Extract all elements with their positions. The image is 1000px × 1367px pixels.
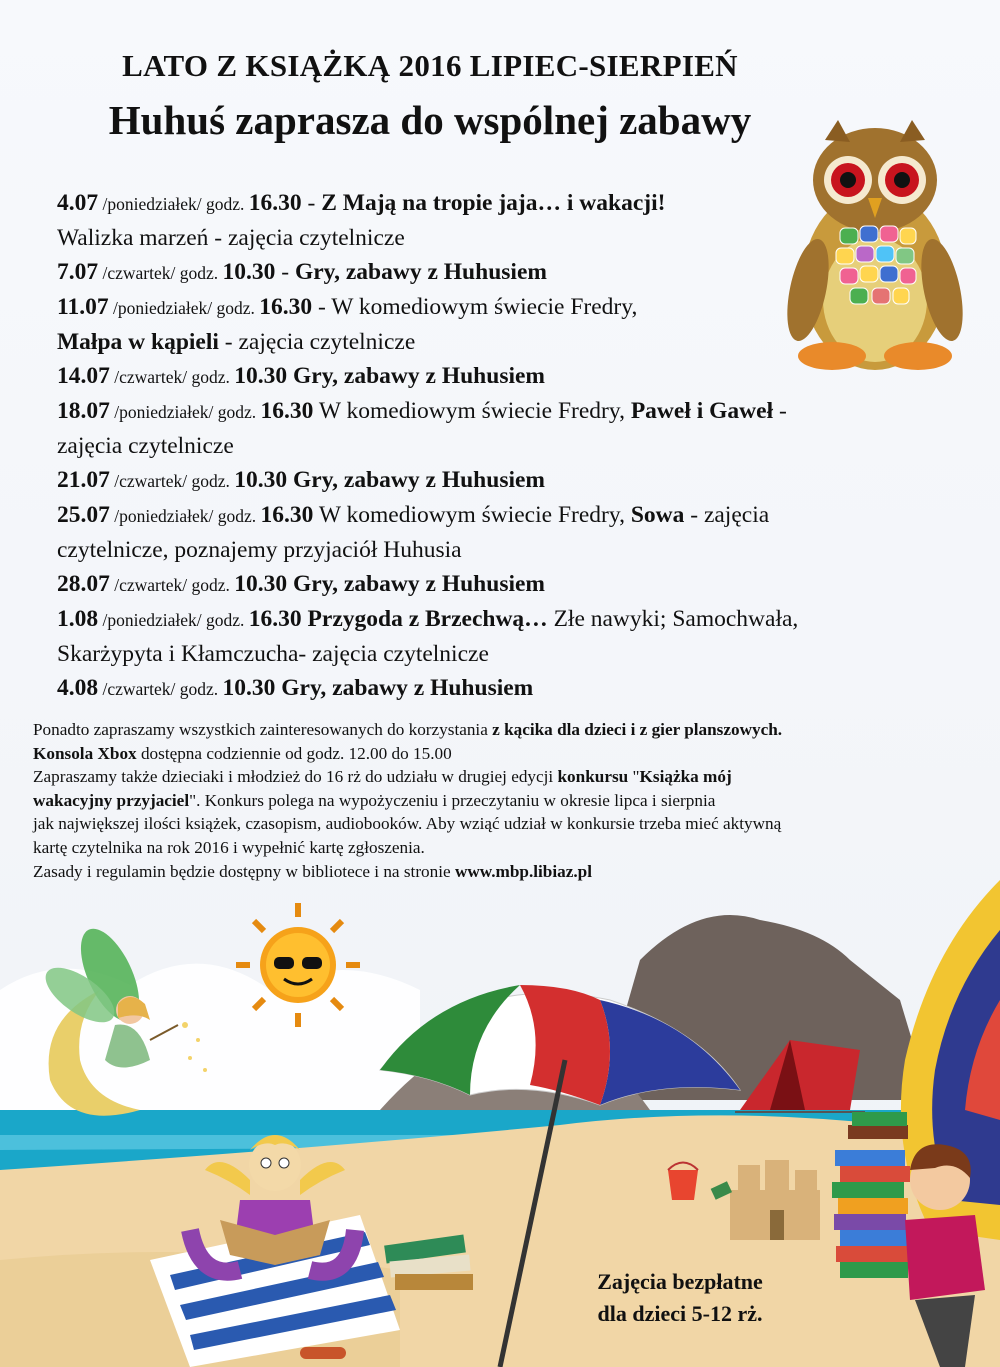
text-segment: - <box>301 190 322 216</box>
text-segment: /czwartek/ godz. <box>109 575 235 595</box>
text-segment: 4.08 <box>57 675 99 701</box>
text-segment: wakacyjny przyjaciel <box>33 790 190 810</box>
text-segment: Małpa w kąpieli <box>57 329 219 355</box>
text-segment: 10.30 <box>222 259 276 285</box>
text-segment: 25.07 <box>57 502 110 528</box>
schedule-list <box>57 186 957 706</box>
text-segment: Zasady i regulamin będzie dostępny w bibliotece i na stronie <box>33 861 455 881</box>
schedule-line <box>57 533 957 567</box>
text-segment: 16.30 <box>260 502 314 528</box>
info-line <box>33 742 983 766</box>
text-segment: czytelnicze, poznajemy przyjaciół Huhusia <box>57 537 462 563</box>
info-line <box>33 860 983 884</box>
text-segment: Walizka marzeń - zajęcia czytelnicze <box>57 225 405 251</box>
text-segment: /czwartek/ godz. <box>98 263 223 283</box>
info-paragraph <box>33 718 983 883</box>
text-segment: Ponadto zapraszamy wszystkich zainteresowanych do korzystania <box>33 720 493 739</box>
poster-subtitle: Huhuś zaprasza do wspólnej zabawy <box>108 97 752 143</box>
text-segment: Skarżypyta i Kłamczucha- zajęcia czytelnicze <box>57 641 489 667</box>
schedule-line <box>57 637 957 671</box>
text-segment: 10.30 Gry, zabawy z Huhusiem <box>234 467 545 493</box>
schedule-line <box>57 498 957 533</box>
text-segment: 18.07 <box>57 398 110 424</box>
text-segment: 4.07 <box>57 190 99 216</box>
text-segment: 10.30 Gry, zabawy z Huhusiem <box>234 363 545 389</box>
text-segment: - W komediowym świecie Fredry, <box>312 294 638 320</box>
text-segment: Paweł i Gaweł <box>630 398 774 424</box>
text-segment: 7.07 <box>57 259 99 285</box>
text-segment: Zapraszamy także dzieciaki i młodzież do 16 rż do udziału w drugiej edycji <box>33 767 558 787</box>
text-segment: 16.30 <box>248 190 302 216</box>
poster-title: LATO Z KSIĄŻKĄ 2016 LIPIEC-SIERPIEŃ <box>122 48 738 83</box>
text-segment: /czwartek/ godz. <box>98 679 223 699</box>
text-segment: www.mbp.libiaz.pl <box>454 861 592 881</box>
text-segment: 16.30 <box>259 294 313 320</box>
info-line <box>33 789 983 813</box>
text-segment: /poniedziałek/ godz. <box>108 298 260 318</box>
text-segment: Sowa <box>630 502 685 528</box>
info-line <box>33 765 983 789</box>
text-segment: dostępna codziennie od godz. 12.00 do 15.00 <box>136 743 452 763</box>
text-segment: Konsola Xbox <box>33 743 137 763</box>
text-segment: 1.08 <box>57 606 99 632</box>
schedule-line <box>57 394 957 429</box>
text-segment: W komediowym świecie Fredry, <box>313 502 631 528</box>
text-segment: Gry, zabawy z Huhusiem <box>294 259 547 285</box>
text-segment: /poniedziałek/ godz. <box>98 194 249 214</box>
schedule-line <box>57 567 957 602</box>
text-segment: 11.07 <box>57 294 109 320</box>
schedule-line <box>57 359 957 394</box>
sandcastle-icon <box>730 1160 820 1240</box>
text-segment: W komediowym świecie Fredry, <box>313 398 631 424</box>
schedule-line <box>57 671 957 706</box>
text-segment: 14.07 <box>57 363 110 389</box>
text-segment: - zajęcia czytelnicze <box>218 329 416 355</box>
text-segment: jak największej ilości książek, czasopism, audiobooków. Aby wziąć udział w konkursie trzeba mieć aktywną <box>33 814 782 834</box>
text-segment: ". Konkurs polega na wypożyczeniu i przeczytaniu w okresie lipca i sierpnia <box>189 790 716 810</box>
schedule-line <box>57 290 957 325</box>
schedule-line <box>57 255 957 290</box>
info-line <box>33 718 983 742</box>
text-segment: Złe nawyki; Samochwała, <box>547 606 799 632</box>
free-note-line: dla dzieci 5-12 rż. <box>597 1301 763 1326</box>
free-classes-note <box>560 1266 800 1330</box>
text-segment: 21.07 <box>57 467 110 493</box>
text-segment: /czwartek/ godz. <box>109 367 235 387</box>
text-segment: 16.30 Przygoda z Brzechwą… <box>248 606 548 632</box>
text-segment: - zajęcia <box>684 502 770 528</box>
free-note-line: Zajęcia bezpłatne <box>597 1269 763 1294</box>
info-line <box>33 836 983 860</box>
text-segment: 10.30 Gry, zabawy z Huhusiem <box>222 675 534 701</box>
hotdog-icon <box>300 1347 346 1359</box>
text-segment: /poniedziałek/ godz. <box>109 506 261 526</box>
text-segment: - <box>773 398 787 424</box>
text-segment: Z Mają na tropie jaja… i wakacji! <box>321 190 666 216</box>
info-line <box>33 812 983 836</box>
text-segment: kartę czytelnika na rok 2016 i wypełnić kartę zgłoszenia. <box>33 837 425 857</box>
schedule-line <box>57 325 957 359</box>
text-segment: " <box>628 767 640 787</box>
text-segment: /poniedziałek/ godz. <box>98 610 249 630</box>
text-segment: /czwartek/ godz. <box>109 471 235 491</box>
text-segment: - <box>275 259 295 285</box>
schedule-line <box>57 463 957 498</box>
text-segment: 28.07 <box>57 571 110 597</box>
schedule-line <box>57 602 957 637</box>
text-segment: /poniedziałek/ godz. <box>109 402 261 422</box>
text-segment: zajęcia czytelnicze <box>57 433 234 459</box>
text-segment: z kącika dla dzieci i z gier planszowych. <box>492 720 783 739</box>
schedule-line <box>57 429 957 463</box>
text-segment: 16.30 <box>260 398 314 424</box>
schedule-line <box>57 186 957 221</box>
text-segment: konkursu <box>557 767 629 787</box>
schedule-line <box>57 221 957 255</box>
text-segment: 10.30 Gry, zabawy z Huhusiem <box>234 571 545 597</box>
text-segment: Książka mój <box>639 767 732 787</box>
